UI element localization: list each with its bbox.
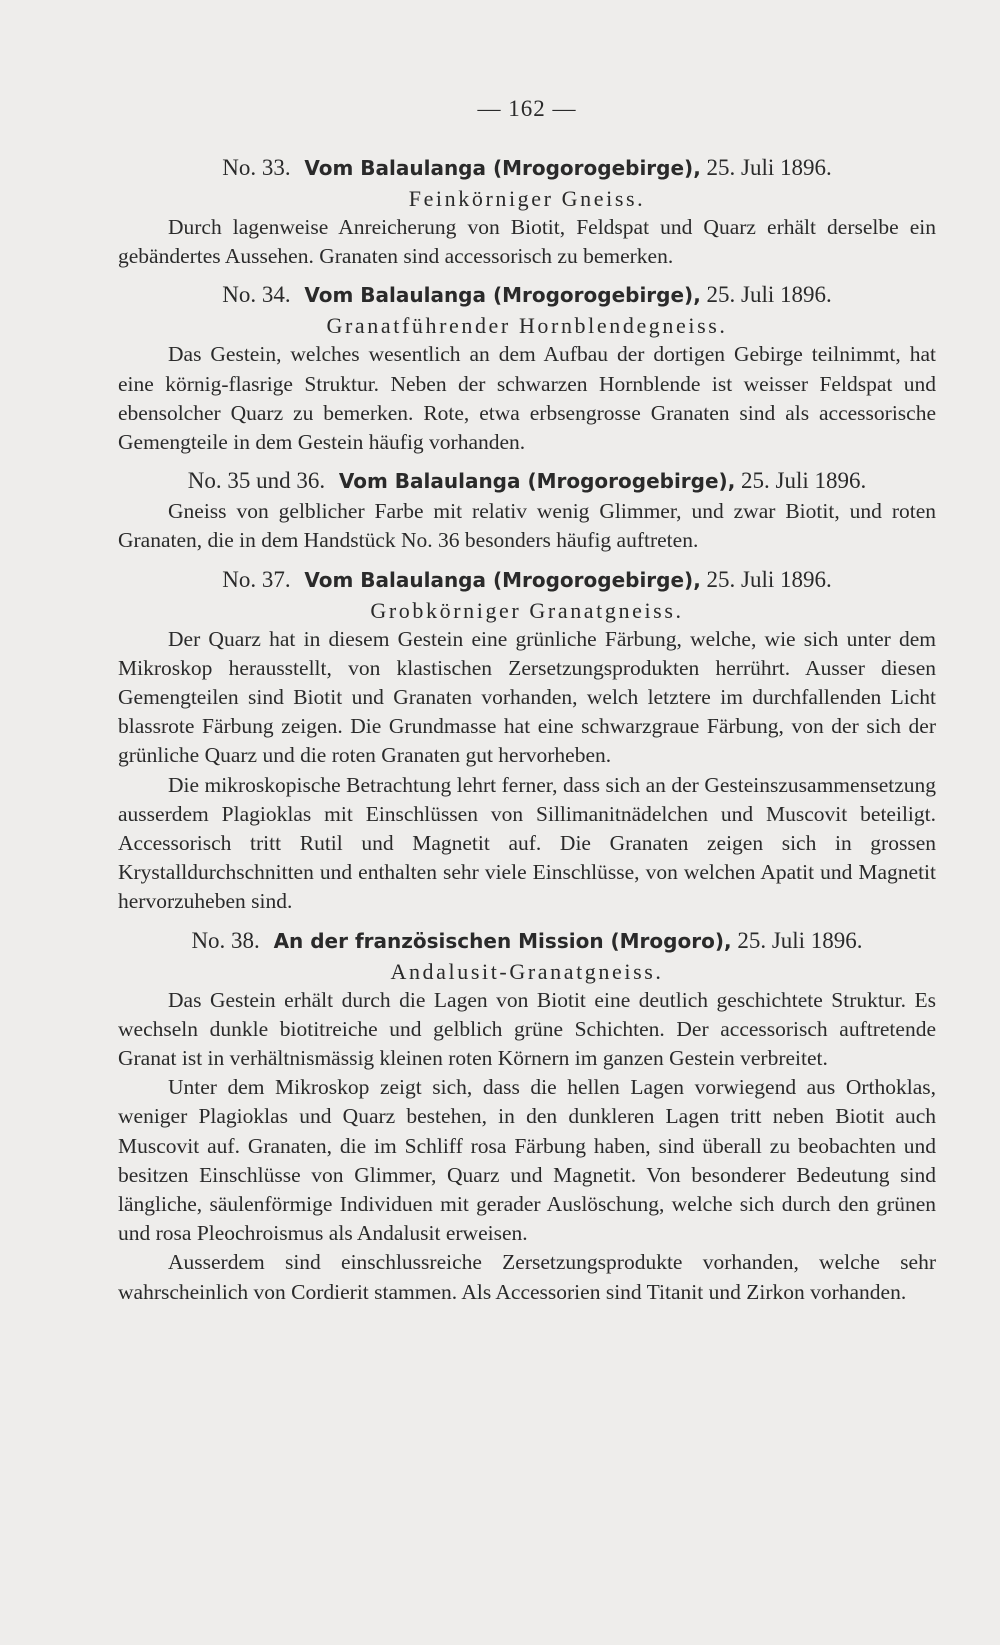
rock-type-title: Andalusit-Granatgneiss. xyxy=(390,958,664,984)
entry-number: No. 35 und 36. xyxy=(187,468,326,494)
description-paragraph: Die mikroskopische Betrachtung lehrt ferner, dass sich an der Gesteinszusammensetzung ausserdem Plagioklas mit Einschlüssen von Sillimanitnädelchen und Muscovit beteiligt. Accessorisch tritt Rutil und Magnetit auf. Die Granaten zeigen sich in grossen Krystalldurchschnitten und enthalten sehr viele Einschlüsse, von welchen Apatit und Magnetit hervorzuheben sind. xyxy=(118,772,936,914)
entry-number: No. 38. xyxy=(191,927,260,953)
entry-heading xyxy=(118,925,936,957)
entry-location: Vom Balaulanga (Mrogorogebirge), xyxy=(304,567,701,592)
entry-location: Vom Balaulanga (Mrogorogebirge), xyxy=(304,283,701,308)
entry-date: 25. Juli 1896. xyxy=(706,566,832,592)
entry-heading xyxy=(118,564,936,596)
entry-heading xyxy=(118,279,936,311)
rock-type-title: Granatführender Hornblendegneiss. xyxy=(326,313,728,339)
entry-no-35-36 xyxy=(118,465,936,555)
description-paragraph: Das Gestein, welches wesentlich an dem Aufbau der dortigen Gebirge teilnimmt, hat eine körnig-flasrige Struktur. Neben der schwarzen Hornblende ist weisser Feldspat und ebensolcher Quarz zu bemerken. Rote, etwa erbsengrosse Granaten sind als accessorische Gemengteile in dem Gestein häufig vorhanden. xyxy=(118,342,936,455)
description-paragraph: Gneiss von gelblicher Farbe mit relativ wenig Glimmer, und zwar Biotit, und roten Granaten, die in dem Handstück No. 36 besonders häufig auftreten. xyxy=(118,499,936,553)
description-paragraph: Der Quarz hat in diesem Gestein eine grünliche Färbung, welche, wie sich unter dem Mikroskop herausstellt, von klastischen Zersetzungsprodukten herrührt. Ausser diesen Gemengteilen sind Biotit und Granaten vorhanden, welch letztere im durchfallenden Licht blassrote Färbung zeigen. Die Grundmasse hat eine schwarzgraue Färbung, von der sich der grünliche Quarz und die roten Granaten gut hervorheben. xyxy=(118,626,936,768)
rock-type-title: Feinkörniger Gneiss. xyxy=(408,186,646,211)
entry-no-37 xyxy=(118,564,936,917)
description-paragraph: Das Gestein erhält durch die Lagen von Biotit eine deutlich geschichtete Struktur. Es wechseln dunkle biotitreiche und gelblich grüne Schichten. Der accessorisch auftretende Granat ist in verhältnismässig kleinen roten Körnern im ganzen Gestein verbreitet. xyxy=(118,987,936,1071)
entry-location: An der französischen Mission (Mrogoro), xyxy=(273,928,732,953)
rock-type-title: Grobkörniger Granatgneiss. xyxy=(370,597,684,623)
entry-date: 25. Juli 1896. xyxy=(737,927,863,953)
entry-location: Vom Balaulanga (Mrogorogebirge), xyxy=(304,156,701,180)
entry-number: No. 33. xyxy=(222,155,291,180)
description-paragraph: Durch lagenweise Anreicherung von Biotit, Feldspat und Quarz erhält derselbe ein gebändertes Aussehen. Granaten sind accessorisch zu bemerken. xyxy=(118,215,936,269)
entry-no-34 xyxy=(118,279,936,457)
description-paragraph: Unter dem Mikroskop zeigt sich, dass die hellen Lagen vorwiegend aus Orthoklas, weniger Plagioklas und Quarz bestehen, in den dunkleren Lagen tritt neben Biotit auch Muscovit auf. Granaten, die im Schliff rosa Färbung haben, sind überall zu beobachten und besitzen Einschlüsse von Glimmer, Quarz und Magnetit. Von besonderer Bedeutung sind längliche, säulenförmige Individuen mit gerader Auslöschung, welche sich durch den grünen und rosa Pleochroismus als Andalusit erweisen. xyxy=(118,1075,936,1246)
entry-date: 25. Juli 1896. xyxy=(741,468,867,494)
entry-number: No. 37. xyxy=(222,566,291,592)
entry-number: No. 34. xyxy=(222,282,291,308)
entry-heading xyxy=(118,152,936,184)
entry-date: 25. Juli 1896. xyxy=(706,282,832,308)
entry-no-38 xyxy=(118,925,936,1307)
page-number: — 162 — xyxy=(477,96,577,121)
entry-location: Vom Balaulanga (Mrogorogebirge), xyxy=(338,469,736,494)
entry-no-33 xyxy=(118,152,936,271)
entry-date: 25. Juli 1896. xyxy=(706,155,832,180)
description-paragraph: Ausserdem sind einschlussreiche Zersetzungsprodukte vorhanden, welche sehr wahrscheinlich von Cordierit stammen. Als Accessorien sind Titanit und Zirkon vorhanden. xyxy=(118,1250,936,1304)
entry-heading xyxy=(118,465,936,497)
